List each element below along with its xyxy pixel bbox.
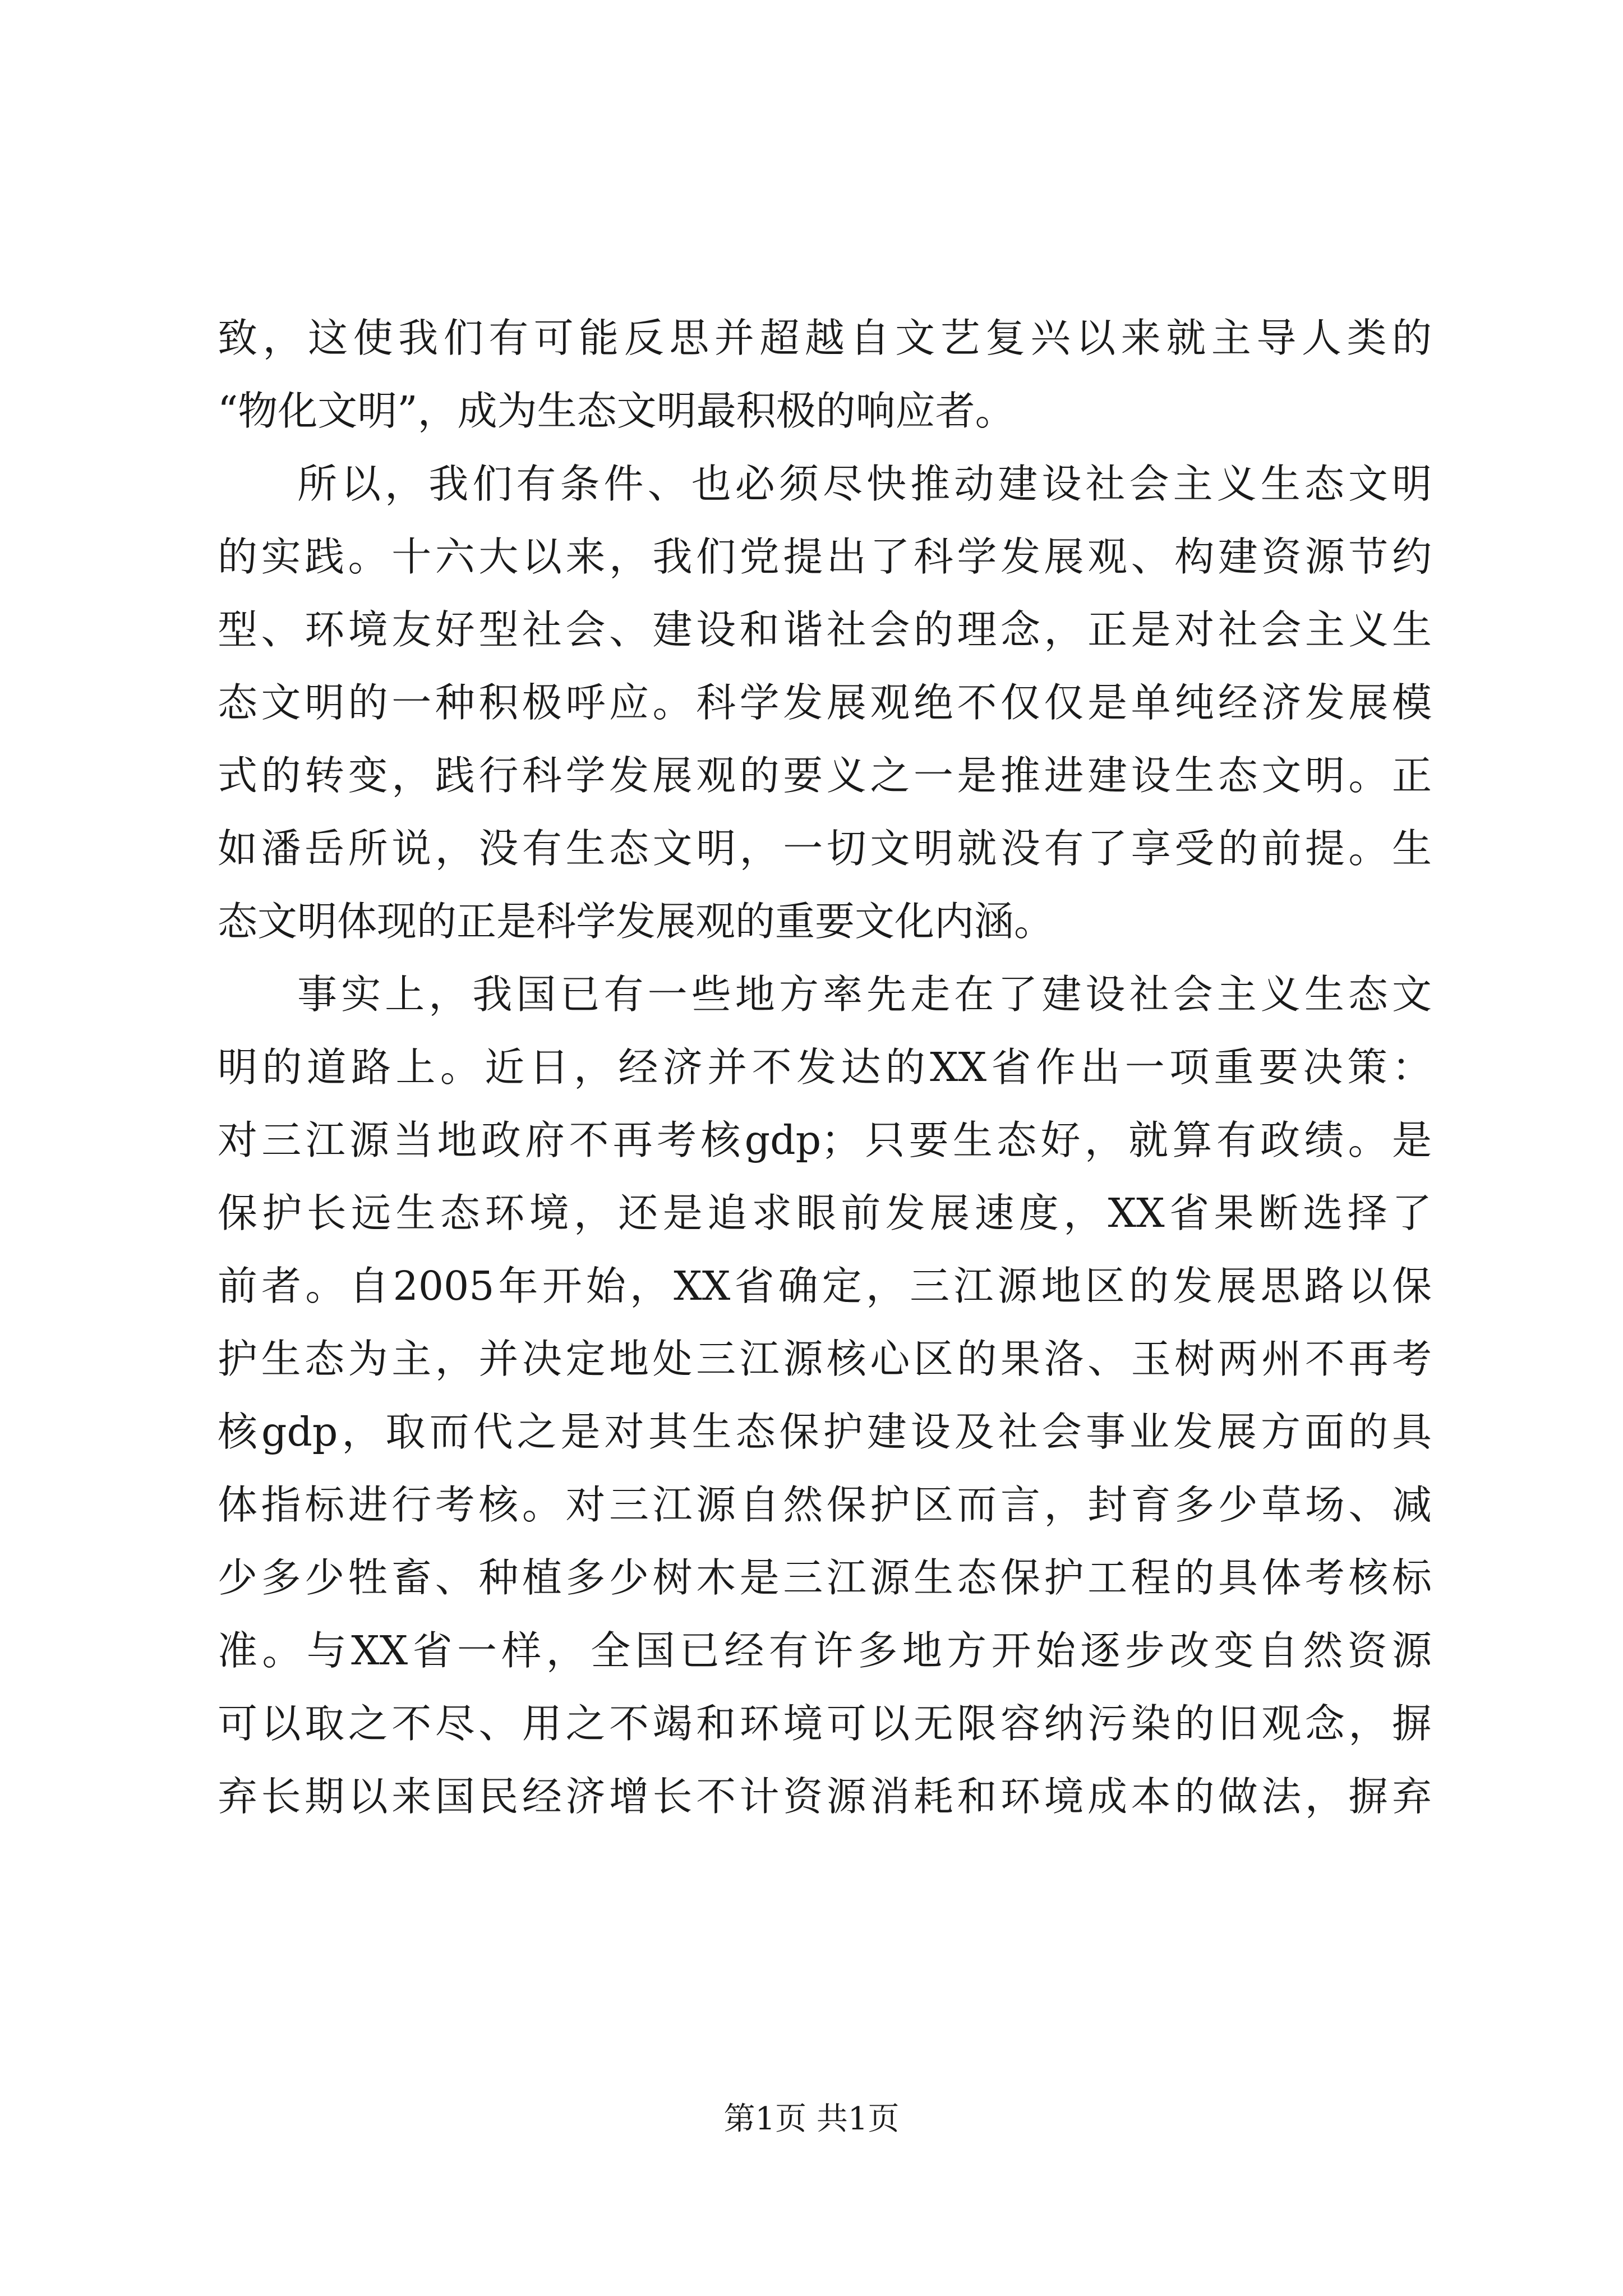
page-footer: 第1页 共1页 bbox=[723, 2101, 900, 2137]
text-line: 前者。自2005年开始，XX省确定，三江源地区的发展思路以保 bbox=[218, 1263, 1432, 1309]
text-line: 少多少牲畜、种植多少树木是三江源生态保护工程的具体考核标 bbox=[218, 1554, 1432, 1601]
text-line: 明的道路上。近日，经济并不发达的XX省作出一项重要决策： bbox=[218, 1044, 1432, 1091]
text-line: 致，这使我们有可能反思并超越自文艺复兴以来就主导人类的 bbox=[218, 315, 1432, 361]
text-line: 体指标进行考核。对三江源自然保护区而言，封育多少草场、减 bbox=[218, 1481, 1432, 1528]
text-line: 式的转变，践行科学发展观的要义之一是推进建设生态文明。正 bbox=[218, 752, 1432, 799]
text-line: 可以取之不尽、用之不竭和环境可以无限容纳污染的旧观念，摒 bbox=[218, 1700, 1432, 1747]
text-line: 对三江源当地政府不再考核gdp；只要生态好，就算有政绩。是 bbox=[218, 1117, 1432, 1163]
text-line: 保护长远生态环境，还是追求眼前发展速度，XX省果断选择了 bbox=[218, 1190, 1432, 1236]
text-line: 如潘岳所说，没有生态文明，一切文明就没有了享受的前提。生 bbox=[218, 825, 1432, 872]
text-line: 态文明体现的正是科学发展观的重要文化内涵。 bbox=[218, 898, 1054, 945]
paragraph-start-line: 事实上，我国已有一些地方率先走在了建设社会主义生态文 bbox=[297, 971, 1432, 1018]
text-line: “物化文明”，成为生态文明最积极的响应者。 bbox=[218, 388, 1015, 434]
text-line: 的实践。十六大以来，我们党提出了科学发展观、构建资源节约 bbox=[218, 533, 1432, 580]
paragraph-start-line: 所以，我们有条件、也必须尽快推动建设社会主义生态文明 bbox=[297, 461, 1432, 507]
text-line: 准。与XX省一样，全国已经有许多地方开始逐步改变自然资源 bbox=[218, 1627, 1432, 1674]
text-line: 态文明的一种积极呼应。科学发展观绝不仅仅是单纯经济发展模 bbox=[218, 679, 1432, 726]
text-line: 型、环境友好型社会、建设和谐社会的理念，正是对社会主义生 bbox=[218, 606, 1432, 653]
text-line: 弃长期以来国民经济增长不计资源消耗和环境成本的做法，摒弃 bbox=[218, 1773, 1432, 1820]
text-line: 核gdp，取而代之是对其生态保护建设及社会事业发展方面的具 bbox=[218, 1409, 1432, 1455]
text-line: 护生态为主，并决定地处三江源核心区的果洛、玉树两州不再考 bbox=[218, 1336, 1432, 1382]
